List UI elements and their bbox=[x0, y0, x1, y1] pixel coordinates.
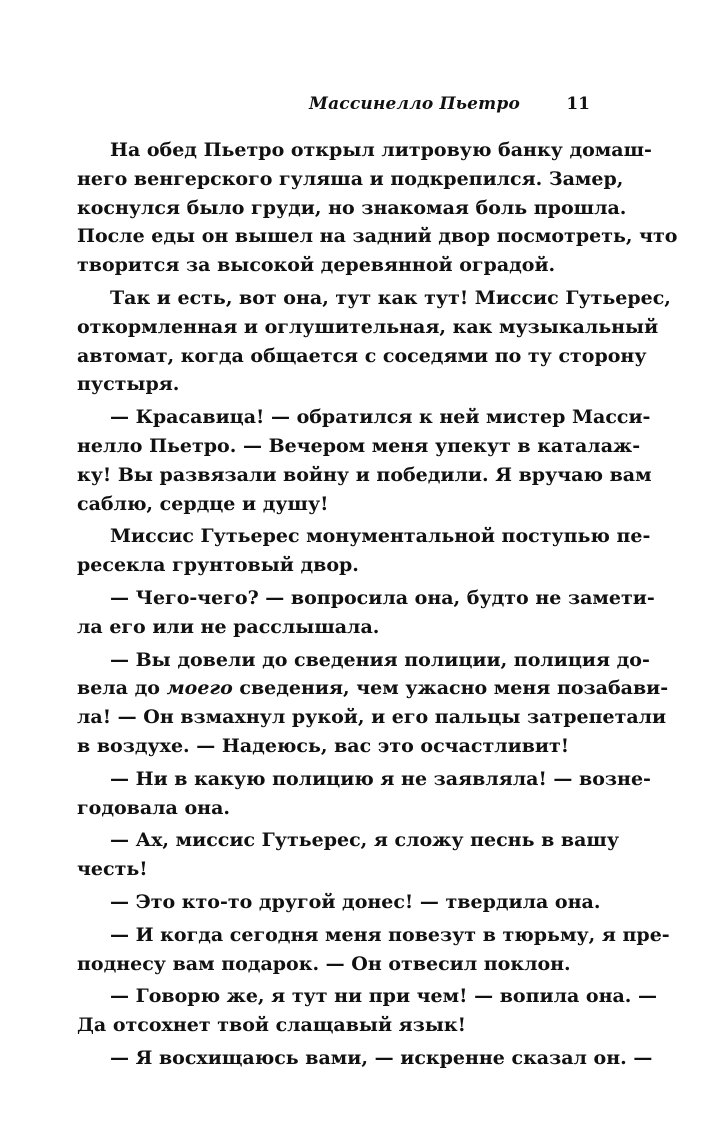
text-line: поднесу вам подарок. — Он отвесил поклон. bbox=[77, 952, 571, 975]
body-text bbox=[77, 136, 678, 1073]
text-line: — Говорю же, я тут ни при чем! — вопила она. — bbox=[110, 985, 658, 1008]
text-line: ку! Вы развязали войну и победили. Я вручаю вам bbox=[77, 463, 652, 486]
paragraph bbox=[77, 982, 658, 1040]
text-line bbox=[77, 703, 667, 732]
page-number: 11 bbox=[566, 94, 590, 114]
text-line bbox=[77, 646, 650, 675]
text-line: него венгерского гуляша и подкрепился. Замер, bbox=[77, 167, 624, 190]
text-fragment: в воздухе. — Надеюсь, вас это осчастливит! bbox=[77, 734, 570, 757]
emphasis-text: моего bbox=[166, 677, 233, 700]
text-line: После еды он вышел на задний двор посмотреть, что bbox=[77, 225, 678, 248]
text-line bbox=[77, 674, 669, 703]
page-header bbox=[77, 94, 590, 122]
paragraph bbox=[77, 522, 651, 580]
text-line: честь! bbox=[77, 858, 148, 881]
text-line: годовала она. bbox=[77, 796, 230, 819]
paragraph bbox=[77, 921, 670, 979]
text-fragment: — Вы довели до сведения полиции, полиция до- bbox=[110, 648, 650, 671]
text-fragment: сведения, чем ужасно меня позабави- bbox=[232, 677, 669, 700]
text-line bbox=[77, 732, 590, 761]
text-line: откормленная и оглушительная, как музыкальный bbox=[77, 315, 659, 338]
paragraph bbox=[77, 888, 601, 917]
text-line: ресекла грунтовый двор. bbox=[77, 554, 359, 577]
text-line: творится за высокой деревянной оградой. bbox=[77, 254, 556, 277]
text-line: ла его или не расслышала. bbox=[77, 615, 380, 638]
text-fragment: вела до bbox=[77, 677, 167, 700]
running-title: Массинелло Пьетро bbox=[309, 94, 520, 114]
text-line: — Это кто-то другой донес! — твердила она. bbox=[110, 890, 601, 913]
text-line: На обед Пьетро открыл литровую банку домаш- bbox=[110, 139, 652, 161]
text-line: коснулся было груди, но знакомая боль прошла. bbox=[77, 196, 627, 219]
text-line: — Я восхищаюсь вами, — искренне сказал он. — bbox=[110, 1046, 653, 1069]
text-line: нелло Пьетро. — Вечером меня упекут в каталаж- bbox=[77, 434, 641, 457]
paragraph bbox=[77, 136, 678, 280]
text-line: — Красавица! — обратился к ней мистер Масси- bbox=[110, 406, 651, 429]
text-line: пустыря. bbox=[77, 373, 180, 396]
text-line: автомат, когда общается с соседями по ту сторону bbox=[77, 344, 647, 367]
text-line: саблю, сердце и душу! bbox=[77, 492, 329, 515]
text-line: — Чего-чего? — вопросила она, будто не замети- bbox=[110, 586, 655, 609]
text-line: — Ах, миссис Гутьерес, я сложу песнь в вашу bbox=[110, 829, 620, 852]
text-fragment: ла! — Он взмахнул рукой, и его пальцы затрепетали bbox=[77, 706, 667, 729]
paragraph bbox=[77, 646, 669, 761]
text-line: — И когда сегодня меня повезут в тюрьму, я пре- bbox=[110, 923, 670, 946]
paragraph bbox=[77, 1044, 653, 1073]
paragraph bbox=[77, 826, 620, 884]
paragraph bbox=[77, 403, 652, 518]
paragraph bbox=[77, 584, 655, 642]
paragraph bbox=[77, 284, 671, 399]
text-line: Миссис Гутьерес монументальной поступью пе- bbox=[110, 525, 651, 548]
text-line: Так и есть, вот она, тут как тут! Миссис Гутьерес, bbox=[110, 286, 671, 309]
text-line: Да отсохнет твой слащавый язык! bbox=[77, 1014, 466, 1037]
paragraph bbox=[77, 765, 651, 823]
text-line: — Ни в какую полицию я не заявляла! — возне- bbox=[110, 767, 651, 790]
